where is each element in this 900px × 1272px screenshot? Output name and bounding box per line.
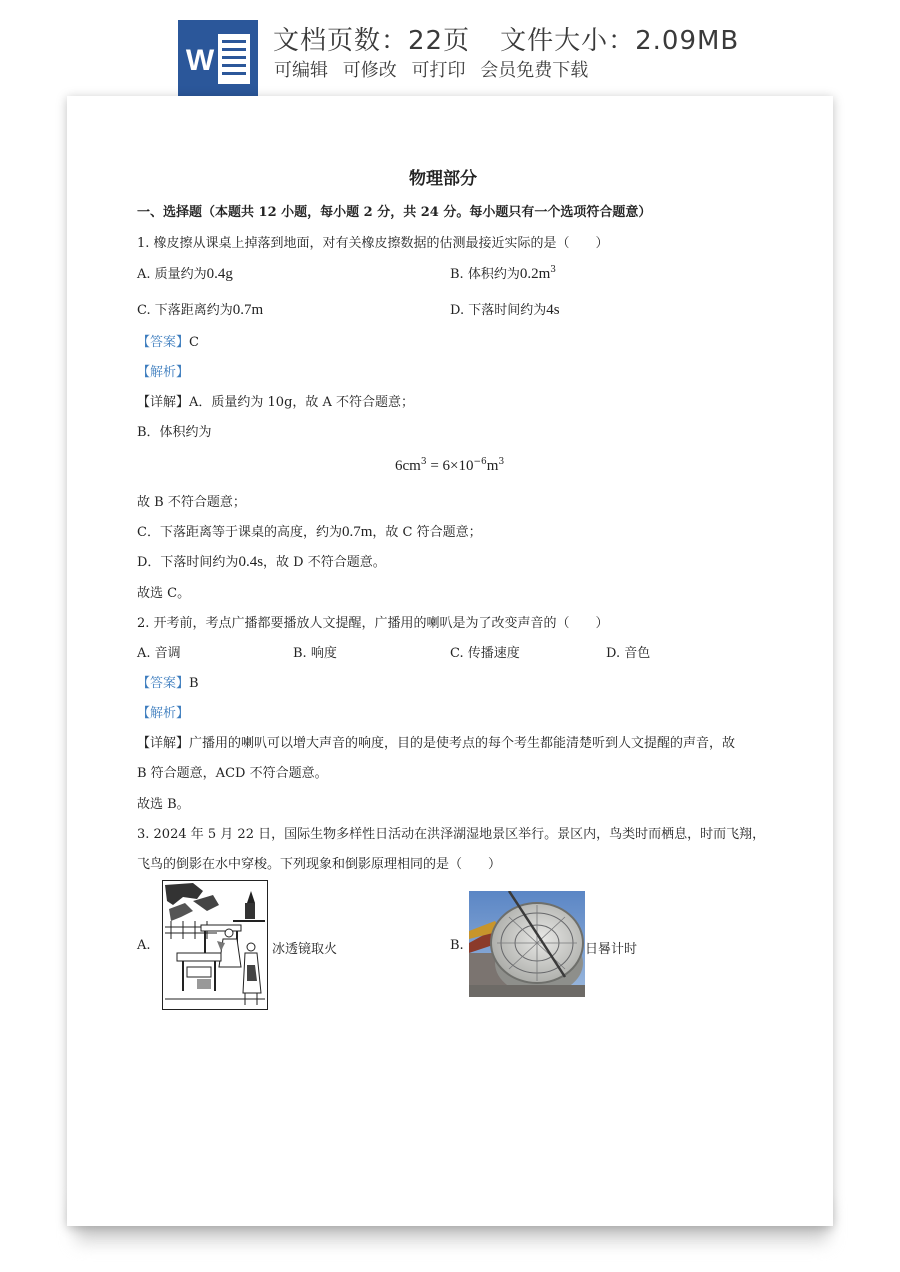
q3-option-a-caption: 冰透镜取火 [272,942,338,957]
ice-lens-fire-drawing [163,881,267,1009]
q2-stem: 2. 开考前，考点广播都要播放人文提醒，广播用的喇叭是为了改变声音的（ ） [137,616,609,631]
q1-stem: 1. 橡皮擦从课桌上掉落到地面，对有关橡皮擦数据的估测最接近实际的是（ ） [137,236,609,251]
q1-detail-d: D．下落时间约为0.4s，故 D 不符合题意。 [137,554,386,570]
q1-option-a: A. 质量约为0.4g [137,266,233,282]
q3-stem-line1: 3. 2024 年 5 月 22 日，国际生物多样性日活动在洪泽湖湿地景区举行。景区内，鸟类时而栖息，时而飞翔， [137,827,766,842]
feature-editable: 可编辑 [274,60,328,81]
q1-option-b: B. 体积约为$0.2m^3$ [450,265,556,282]
section-heading: 一、选择题（本题共 12 小题，每小题 2 分，共 24 分。每小题只有一个选项符合题意） [137,205,652,220]
q2-detail-line2: B 符合题意，ACD 不符合题意。 [137,766,328,781]
q1-option-d: D. 下落时间约为4s [450,302,560,318]
q1-option-c: C. 下落距离约为0.7m [137,302,264,318]
q2-analysis-tag: 【解析】 [137,706,190,721]
q1-b-conclusion: 故 B 不符合题意； [137,495,246,510]
q2-choose: 故选 B。 [137,797,190,812]
q3-option-b-caption: 日晷计时 [585,942,638,957]
q3-stem-line2: 飞鸟的倒影在水中穿梭。下列现象和倒影原理相同的是（ ） [137,857,502,872]
feature-modifiable: 可修改 [342,60,397,81]
q1-detail-b: B．体积约为 [137,425,212,440]
q1-answer: 【答案】C [137,335,199,350]
page-count-label: 文档页数：22页 [273,26,471,56]
q2-option-c: C. 传播速度 [450,646,520,661]
q1-detail-a: 【详解】A．质量约为 10g，故 A 不符合题意； [137,395,415,410]
q3-option-a-label: A. [137,938,151,953]
document-page [67,96,833,1226]
feature-printable: 可打印 [411,60,466,81]
feature-list [274,56,597,82]
q2-option-d: D. 音色 [606,646,651,661]
q2-detail-line1: 【详解】广播用的喇叭可以增大声音的响度，目的是使考点的每个考生都能清楚听到人文提醒的声音，故 [137,736,736,751]
feature-member-download: 会员免费下载 [480,60,589,81]
q2-answer: 【答案】B [137,676,199,691]
svg-text:W: W [185,44,215,77]
page-title: 物理部分 [409,169,477,189]
q1-formula: $6cm^3 = 6\times 10^{-6}m^3$ [395,457,505,474]
word-document-icon [178,20,258,96]
download-banner [0,0,900,96]
file-info-line [273,20,739,57]
q1-analysis-tag: 【解析】 [137,365,190,380]
q3-option-b-label: B. [450,938,464,953]
sundial-photo [469,891,585,997]
file-size-label: 文件大小：2.09MB [500,26,740,56]
q1-choose: 故选 C。 [137,586,191,601]
q2-option-b: B. 响度 [293,646,337,661]
q2-option-a: A. 音调 [137,646,181,661]
q1-detail-c: C．下落距离等于课桌的高度，约为0.7m，故 C 符合题意； [137,524,482,540]
ice-lens-fire-illustration [162,880,268,1010]
